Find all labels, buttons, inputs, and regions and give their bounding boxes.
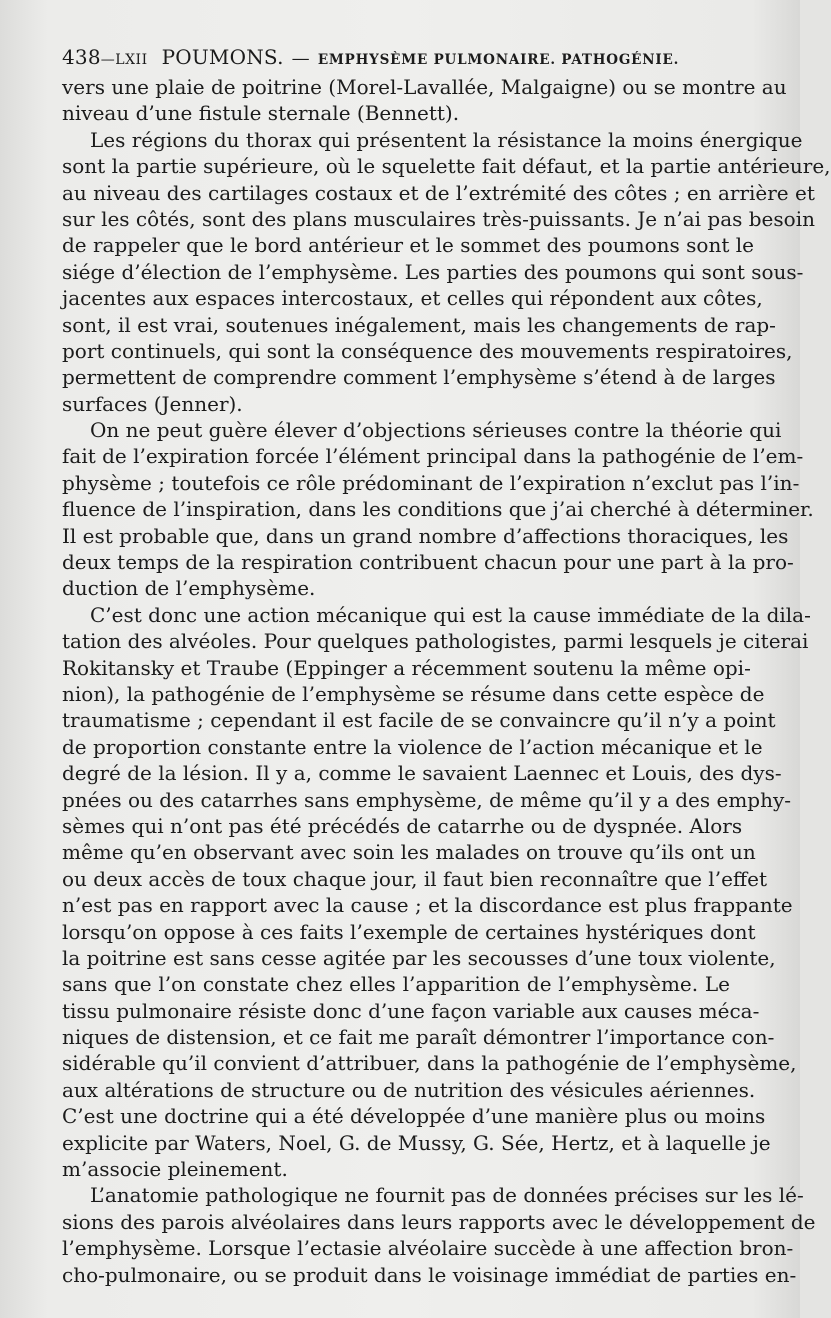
text-line: pnées ou des catarrhes sans emphysème, de même qu’il y a des emphy- bbox=[62, 787, 792, 812]
text-line: l’emphysème. Lorsque l’ectasie alvéolaire succède à une affection bron- bbox=[62, 1236, 794, 1261]
text-line: m’associe pleinement. bbox=[62, 1157, 288, 1182]
text-line: sur les côtés, sont des plans musculaires très-puissants. Je n’ai pas besoin bbox=[62, 206, 815, 231]
text-line: sans que l’on constate chez elles l’apparition de l’emphysème. Le bbox=[62, 972, 730, 997]
text-line: la poitrine est sans cesse agitée par les secousses d’une toux violente, bbox=[62, 945, 776, 970]
text-line: n’est pas en rapport avec la cause ; et la discordance est plus frappante bbox=[62, 893, 793, 918]
text-line: sont, il est vrai, soutenues inégalement, mais les changements de rap- bbox=[62, 312, 776, 337]
text-line: cho-pulmonaire, ou se produit dans le voisinage immédiat de parties en- bbox=[62, 1262, 797, 1287]
text-line: niques de distension, et ce fait me paraît démontrer l’importance con- bbox=[62, 1025, 775, 1050]
section-subtitle: EMPHYSÈME PULMONAIRE. PATHOGÉNIE. bbox=[317, 52, 680, 68]
page-number: 438 bbox=[62, 45, 101, 69]
text-line: vers une plaie de poitrine (Morel-Lavallée, Malgaigne) ou se montre au bbox=[62, 75, 787, 99]
paragraph bbox=[62, 602, 811, 1183]
text-line: siége d’élection de l’emphysème. Les parties des poumons qui sont sous- bbox=[62, 259, 804, 284]
text-line: deux temps de la respiration contribuent chacun pour une part à la pro- bbox=[62, 550, 794, 575]
text-line: aux altérations de structure ou de nutrition des vésicules aériennes. bbox=[62, 1077, 756, 1102]
text-line: tissu pulmonaire résiste donc d’une façon variable aux causes méca- bbox=[62, 998, 760, 1023]
text-line: de proportion constante entre la violence de l’action mécanique et le bbox=[62, 734, 763, 759]
text-line: On ne peut guère élever d’objections sérieuses contre la théorie qui bbox=[90, 418, 782, 443]
text-line: Les régions du thorax qui présentent la résistance la moins énergique bbox=[90, 127, 803, 152]
text-line: C’est une doctrine qui a été développée d’une manière plus ou moins bbox=[62, 1104, 766, 1129]
text-line: Il est probable que, dans un grand nombre d’affections thoraciques, les bbox=[62, 523, 789, 548]
text-line: surfaces (Jenner). bbox=[62, 391, 243, 416]
text-line: niveau d’une fistule sternale (Bennett). bbox=[62, 101, 460, 126]
text-line: de rappeler que le bord antérieur et le sommet des poumons sont le bbox=[62, 233, 754, 258]
section-number: —LXII bbox=[100, 52, 148, 68]
text-line: physème ; toutefois ce rôle prédominant de l’expiration n’exclut pas l’in- bbox=[62, 470, 800, 495]
text-line: même qu’en observant avec soin les malades on trouve qu’ils ont un bbox=[62, 840, 756, 865]
text-line: lorsqu’on oppose à ces faits l’exemple de certaines hystériques dont bbox=[62, 919, 756, 944]
text-line: fait de l’expiration forcée l’élément principal dans la pathogénie de l’em- bbox=[62, 444, 804, 469]
body-text bbox=[62, 74, 831, 1288]
text-line: nion), la pathogénie de l’emphysème se résume dans cette espèce de bbox=[62, 681, 765, 706]
chapter-title: POUMONS. bbox=[161, 45, 284, 69]
text-line: sidérable qu’il convient d’attribuer, dans la pathogénie de l’emphysème, bbox=[62, 1051, 797, 1076]
text-line: permettent de comprendre comment l’emphysème s’étend à de larges bbox=[62, 365, 776, 390]
text-line: port continuels, qui sont la conséquence des mouvements respiratoires, bbox=[62, 338, 793, 363]
text-line: au niveau des cartilages costaux et de l’extrémité des côtes ; en arrière et bbox=[62, 180, 815, 205]
text-line: fluence de l’inspiration, dans les conditions que j’ai cherché à déterminer. bbox=[62, 497, 814, 522]
text-line: sions des parois alvéolaires dans leurs rapports avec le développement de bbox=[62, 1209, 816, 1234]
paragraph bbox=[62, 1182, 816, 1288]
text-line: explicite par Waters, Noel, G. de Mussy, G. Sée, Hertz, et à laquelle je bbox=[62, 1130, 771, 1155]
header-dash: — bbox=[291, 48, 310, 69]
paragraph bbox=[62, 74, 787, 127]
text-line: traumatisme ; cependant il est facile de se convaincre qu’il n’y a point bbox=[62, 708, 776, 733]
text-line: jacentes aux espaces intercostaux, et celles qui répondent aux côtes, bbox=[62, 286, 763, 311]
text-line: L’anatomie pathologique ne fournit pas de données précises sur les lé- bbox=[90, 1183, 804, 1208]
text-line: C’est donc une action mécanique qui est la cause immédiate de la dila- bbox=[90, 602, 811, 627]
text-line: tation des alvéoles. Pour quelques pathologistes, parmi lesquels je citerai bbox=[62, 629, 809, 654]
text-line: ou deux accès de toux chaque jour, il faut bien reconnaître que l’effet bbox=[62, 866, 767, 891]
running-head bbox=[62, 42, 742, 72]
text-line: sont la partie supérieure, où le squelette fait défaut, et la partie antérieure, bbox=[62, 154, 831, 179]
text-line: degré de la lésion. Il y a, comme le savaient Laennec et Louis, des dys- bbox=[62, 761, 782, 786]
text-line: duction de l’emphysème. bbox=[62, 576, 316, 601]
text-line: Rokitansky et Traube (Eppinger a récemment soutenu la même opi- bbox=[62, 655, 751, 680]
paragraph bbox=[62, 127, 831, 417]
text-line: sèmes qui n’ont pas été précédés de catarrhe ou de dyspnée. Alors bbox=[62, 813, 743, 838]
paragraph bbox=[62, 417, 814, 602]
